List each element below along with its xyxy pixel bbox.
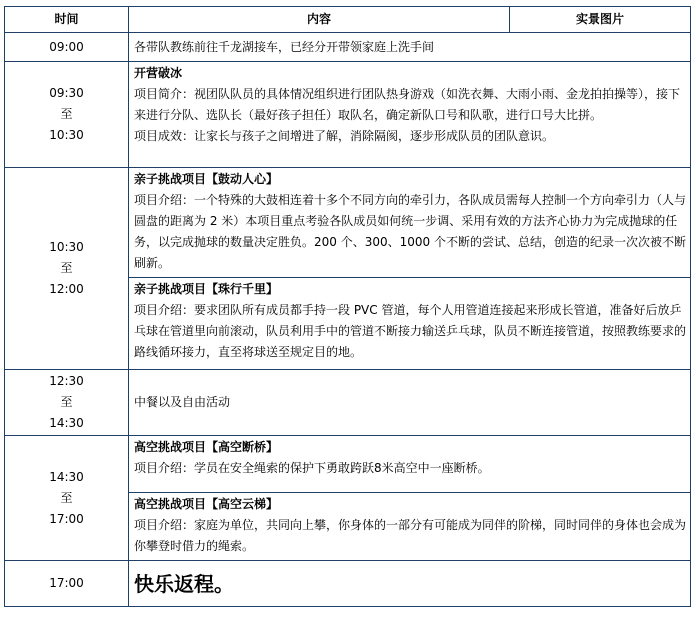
activity-effect: 项目成效：让家长与孩子之间增进了解，消除隔阂，逐步形成队员的团队意识。 (134, 129, 555, 143)
content-cell: 中餐以及自由活动 (129, 370, 691, 436)
time-cell: 09:00 (5, 33, 129, 62)
header-content: 内容 (129, 7, 510, 33)
header-photo: 实景图片 (510, 7, 691, 33)
time-cell: 10:30 至 12:00 (5, 168, 129, 370)
activity-intro: 项目介绍：家庭为单位，共同向上攀，你身体的一部分有可能成为同伴的阶梯，同时同伴的身体也会成为你攀登时借力的绳索。 (134, 518, 687, 553)
table-row (5, 33, 691, 62)
content-cell: 各带队教练前往千龙湖接车，已经分开带领家庭上洗手间 (129, 33, 691, 62)
activity-title: 高空挑战项目【高空断桥】 (134, 440, 279, 454)
time-cell: 17:00 (5, 561, 129, 607)
table-row (5, 561, 691, 607)
table-row (5, 168, 691, 278)
activity-title: 开营破冰 (134, 66, 183, 80)
content-cell (129, 436, 691, 493)
table-row (5, 62, 691, 168)
time-cell: 12:30 至 14:30 (5, 370, 129, 436)
activity-title: 亲子挑战项目【珠行千里】 (134, 282, 279, 296)
activity-title: 亲子挑战项目【鼓动人心】 (134, 172, 279, 186)
content-cell (129, 278, 691, 370)
content-cell (129, 168, 691, 278)
time-cell: 14:30 至 17:00 (5, 436, 129, 561)
content-cell (129, 493, 691, 561)
activity-intro: 项目介绍：一个特殊的大鼓相连着十多个不同方向的牵引力，各队成员需每人控制一个方向牵引力（人与圆盘的距离为 2 米）本项目重点考验各队成员如何统一步调、采用有效的方法齐心协力为完成抛球的任务，以完成抛球的数量决定胜负。200 个、300、1000 个不断的尝试、总结，创造的纪录一次次被不断刷新。 (134, 193, 687, 270)
table-row (5, 370, 691, 436)
content-cell (129, 62, 691, 168)
activity-intro: 项目介绍：学员在安全绳索的保护下勇敢跨跃8米高空中一座断桥。 (134, 461, 490, 475)
table-row (5, 436, 691, 493)
header-row (5, 7, 691, 33)
activity-intro: 项目介绍：要求团队所有成员都手持一段 PVC 管道，每个人用管道连接起来形成长管道，准备好后放乒乓球在管道里向前滚动，队员利用手中的管道不断接力输送乒乓球，队员不断连接管道，按照教练要求的路线循环接力，直至将球送至规定目的地。 (134, 303, 687, 359)
time-cell: 09:30 至 10:30 (5, 62, 129, 168)
content-cell: 快乐返程。 (129, 561, 691, 607)
schedule-table (4, 6, 691, 607)
header-time: 时间 (5, 7, 129, 33)
activity-intro: 项目简介：视团队队员的具体情况组织进行团队热身游戏（如洗衣舞、大雨小雨、金龙拍拍操等），接下来进行分队、选队长（最好孩子担任）取队名，确定新队口号和队歌，进行口号大比拼。 (134, 87, 681, 122)
activity-title: 高空挑战项目【高空云梯】 (134, 497, 279, 511)
